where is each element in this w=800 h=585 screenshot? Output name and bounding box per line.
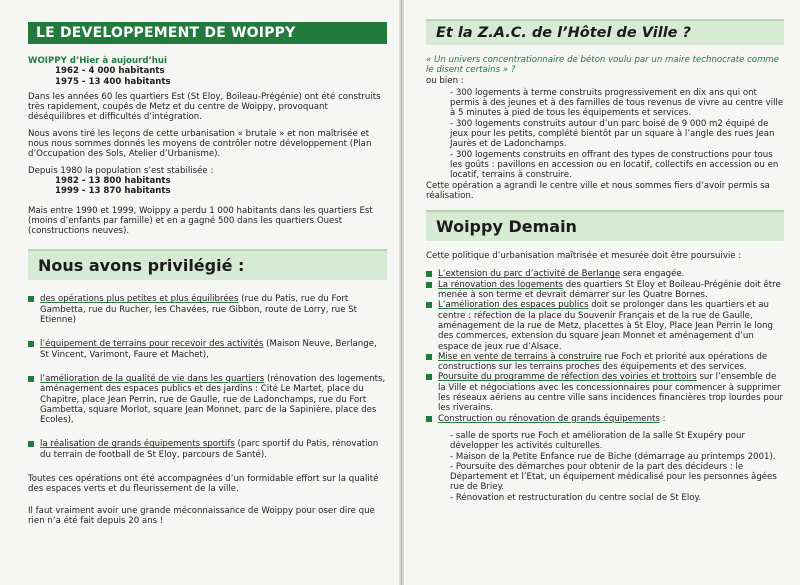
bullet-square-icon — [28, 441, 34, 447]
ou-bien: ou bien : — [426, 75, 464, 86]
bullet-square-icon — [426, 282, 432, 288]
demain-item: Poursuite du programme de réfection des voiries et trottoirs sur l’ensemble de la Ville et négociations avec les concessionnaires pour commencer à supprimer les réseaux aériens au centre ville sans incidences financières trop lourdes pour les riverains. — [426, 372, 784, 413]
privilege-item: la réalisation de grands équipements sportifs (parc sportif du Patis, rénovation du terrain de football de St Eloy, parcours de Santé). — [28, 439, 387, 460]
paragraph-espaces-verts: Toutes ces opérations ont été accompagnées d’un formidable effort sur la qualité des espaces verts et du fleurissement de la ville. — [28, 474, 379, 495]
paragraph-1990-1999: Mais entre 1990 et 1999, Woippy a perdu 1 000 habitants dans les quartiers Est (moins d’enfants par famille) et en a gagné 500 dans les quartiers Ouest (constructions neuves). — [28, 205, 373, 237]
privilegie-header: Nous avons privilégié : — [28, 249, 387, 280]
fold-line — [401, 0, 402, 585]
right-page — [404, 0, 800, 585]
paragraph-annees-60: Dans les années 60 les quartiers Est (St Eloy, Boileau-Prégénie) ont été construits très rapidement, coupés de Metz et du centre de Woippy, provoquant déséquilibres et difficultés d’intégration. — [28, 91, 381, 123]
demain-item: L’extension du parc d’activité de Berlange sera engagée. — [426, 269, 784, 279]
paragraph-conclusion: Il faut vraiment avoir une grande méconnaissance de Woippy pour oser dire que rien n’a été fait depuis 20 ans ! — [28, 505, 375, 526]
stat-1982: 1982 - 13 800 habitants — [55, 175, 171, 186]
zac-dash-item: - 300 logements construits autour d’un parc boisé de 9 000 m2 équipé de jeux pour les petits, complété bientôt par un square à l’angle des rues Jean Jaurès et de Ladonchamps. — [450, 118, 775, 150]
zac-header: Et la Z.A.C. de l’Hôtel de Ville ? — [426, 19, 784, 45]
stat-1962: 1962 - 4 000 habitants — [55, 66, 165, 77]
bullet-square-icon — [28, 296, 34, 302]
bullet-square-icon — [426, 374, 432, 380]
zac-dash-item: - 300 logements construits en offrant des types de constructions pour tous les goûts : pavillons en accession ou en locatif, collectifs en accession ou en locatif, terrains à construire. — [450, 149, 779, 181]
demain-item: Construction ou rénovation de grands équipements : — [426, 414, 784, 424]
equipement-item: - Rénovation et restructuration du centre social de St Eloy. — [450, 492, 702, 503]
hier-title: WOIPPY d’Hier à aujourd’hui — [28, 56, 167, 66]
zac-quote: « Un univers concentrationnaire de béton voulu par un maire technocrate comme le disent certains » ? — [426, 55, 780, 76]
left-main-header: LE DEVELOPPEMENT DE WOIPPY — [28, 22, 387, 44]
privilege-item: l’amélioration de la qualité de vie dans les quartiers (rénovation des logements, aménagement des espaces publics et des jardins : Cité Le Martet, place du Chapitre, place Jean Perrin, rue de Gaulle, rue de Ladonchamps, rue du Fort Gambetta, square Morlot, square Jean Monnet, parc de la Sapinière, place des Ecoles), — [28, 374, 387, 425]
zac-conclusion: Cette opération a agrandi le centre ville et nous sommes fiers d’avoir permis sa réalisation. — [426, 180, 770, 201]
bullet-square-icon — [28, 376, 34, 382]
stat-1975: 1975 - 13 400 habitants — [55, 76, 171, 87]
demain-item: Mise en vente de terrains à construire rue Foch et priorité aux opérations de constructions sur les terrains proches des équipements et des services. — [426, 352, 784, 373]
bullet-square-icon — [426, 271, 432, 277]
demain-intro: Cette politique d’urbanisation maîtrisée et mesurée doit être poursuivie : — [426, 251, 742, 262]
bullet-square-icon — [426, 354, 432, 360]
zac-dash-item: - 300 logements à terme construits progressivement en dix ans qui ont permis à des jeunes et à des familles de tous revenus de vivre au centre ville à 5 minutes à pied de tous les équipements et services. — [450, 87, 784, 119]
paragraph-lecons: Nous avons tiré les leçons de cette urbanisation « brutale » et non maîtrisée et nous nous sommes donnés les moyens de contrôler notre développement (Plan d’Occupation des Sols, Atelier d’Urbanisme). — [28, 128, 372, 160]
woippy-demain-header: Woippy Demain — [426, 210, 784, 241]
paragraph-stabilisee: Depuis 1980 la population s’est stabilisée : — [28, 165, 214, 176]
bullet-square-icon — [426, 302, 432, 308]
demain-item: La rénovation des logements des quartiers St Eloy et Boileau-Prégénie doit être menée à son terme et devrait démarrer sur les Quatre Bornes. — [426, 280, 784, 301]
privilege-item: des opérations plus petites et plus équilibrées (rue du Patis, rue du Fort Gambetta, rue du Rucher, les Chavées, rue Gibbon, route de Lorry, rue St Etienne) — [28, 294, 387, 325]
equipement-item: - Maison de la Petite Enfance rue de Biche (démarrage au printemps 2001). — [450, 451, 776, 462]
equipement-item: - Poursuite des démarches pour obtenir de la part des décideurs : le Département et l’Etat, un équipement médicalisé pour les personnes âgées rue de Briey. — [450, 461, 777, 493]
equipement-item: - salle de sports rue Foch et amélioration de la salle St Exupéry pour développer les activités culturelles. — [450, 430, 745, 452]
bullet-square-icon — [28, 341, 34, 347]
bullet-square-icon — [426, 416, 432, 422]
privilege-item: l’équipement de terrains pour recevoir des activités (Maison Neuve, Berlange, St Vincent, Varimont, Faure et Machet), — [28, 339, 387, 360]
stat-1999: 1999 - 13 870 habitants — [55, 186, 171, 197]
demain-item: L’amélioration des espaces publics doit se prolonger dans les quartiers et au centre : réfection de la place du Souvenir Français et de la rue de Gaulle, aménagement de la rue de Metz, placettes à St Eloy, Place Jean Perrin le long des commerces, extension du square Jean Monnet et aménagement d’un espace de jeux rue d’Alsace. — [426, 300, 784, 351]
